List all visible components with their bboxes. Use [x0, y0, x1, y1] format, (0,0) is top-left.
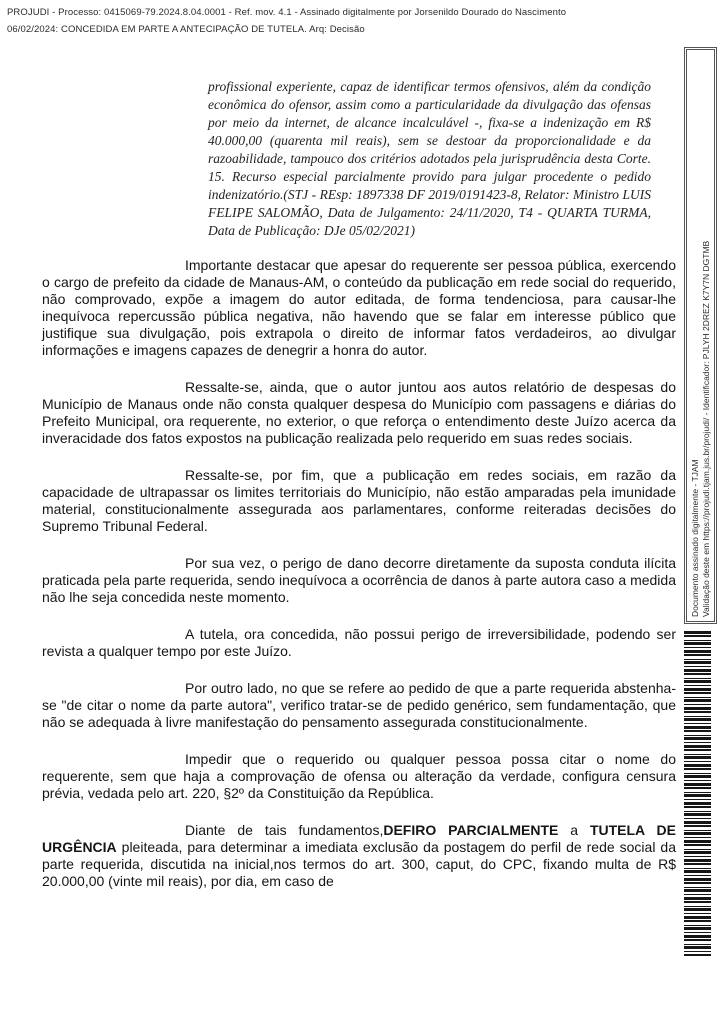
body-text: a — [558, 822, 590, 838]
body-text: Ressalte-se, ainda, que o autor juntou aos autos relatório de despesas do Município de Manaus onde não consta qualquer despesa do Município com passagens e diárias do Prefeito Municipal, ora requerente, no exterior, o que reforça o entendimento deste Juízo acerca da inveracidade dos fatos expostos na publicação realizada pelo requerido em suas redes sociais. — [42, 379, 676, 446]
header-line-1: PROJUDI - Processo: 0415069-79.2024.8.04.0001 - Ref. mov. 4.1 - Assinado digitalmente por Jorsenildo Dourado do Nascimento — [7, 7, 567, 18]
barcode — [684, 631, 711, 956]
body-text: Por sua vez, o perigo de dano decorre diretamente da suposta conduta ilícita praticada pela parte requerida, sendo inequívoca a ocorrência de danos à parte autora caso a medida não lhe seja concedida neste momento. — [42, 555, 676, 605]
body-text: A tutela, ora concedida, não possui perigo de irreversibilidade, podendo ser revista a qualquer tempo por este Juízo. — [42, 626, 676, 659]
decision-body — [42, 78, 676, 890]
paragraph — [42, 467, 676, 535]
paragraph — [42, 379, 676, 447]
paragraph — [42, 822, 676, 890]
scan-header — [7, 4, 667, 38]
validation-line: Validação deste em https://projudi.tjam.jus.br/projudi/ - Identificador: PJLYH 2DREZ K7Y7N DGTMB — [701, 240, 711, 617]
paragraph — [42, 257, 676, 359]
signature-validation-text — [690, 59, 712, 617]
body-text: pleiteada, para determinar a imediata exclusão da postagem do perfil de rede social da parte requerida, discutida na inicial,nos termos do art. 300, caput, do CPC, fixando multa de R$ 20.000,00 (vinte mil reais), por dia, em caso de — [42, 839, 676, 889]
body-text: Por outro lado, no que se refere ao pedido de que a parte requerida abstenha-se "de citar o nome da parte autora", verifico tratar-se de pedido genérico, sem fundamentação, que não se adequada à livre manifestação do pensamento assegurada constitucionalmente. — [42, 680, 676, 730]
paragraphs — [42, 257, 676, 890]
bold-text: TUTELA DE URGÊNCIA — [42, 822, 676, 855]
signature-line: Documento assinado digitalmente - TJAM — [690, 459, 700, 617]
body-text: Ressalte-se, por fim, que a publicação em redes sociais, em razão da capacidade de ultrapassar os limites territoriais do Município, não estão amparadas pela imunidade material, constitucionalmente assegurada aos parlamentares, conforme reiteradas decisões do Supremo Tribunal Federal. — [42, 467, 676, 534]
body-text: Impedir que o requerido ou qualquer pessoa possa citar o nome do requerente, sem que haja a comprovação de ofensa ou alteração da verdade, configura censura prévia, vedada pelo art. 220, §2º da Constituição da República. — [42, 751, 676, 801]
bold-text: DEFIRO PARCIALMENTE — [383, 822, 559, 838]
paragraph — [42, 680, 676, 731]
paragraph — [42, 555, 676, 606]
body-text: Importante destacar que apesar do requerente ser pessoa pública, exercendo o cargo de prefeito da cidade de Manaus-AM, o conteúdo da publicação em rede social do requerido, não comprovado, expõe a imagem do autor editada, de forma tendenciosa, para causar-lhe inequívoca repercussão pública negativa, não havendo que se falar em interesse público que justifique sua divulgação, pois extrapola o direito de informar fatos verdadeiros, ao divulgar informações e imagens capazes de denegrir a honra do autor. — [42, 257, 676, 358]
header-line-2: 06/02/2024: CONCEDIDA EM PARTE A ANTECIPAÇÃO DE TUTELA. Arq: Decisão — [7, 24, 365, 35]
paragraph — [42, 626, 676, 660]
paragraph — [42, 751, 676, 802]
body-text: Diante de tais fundamentos, — [185, 822, 384, 838]
jurisprudence-quote: profissional experiente, capaz de identificar termos ofensivos, além da condição econômica do ofensor, assim como a particularidade da divulgação das ofensas por meio da internet, de alcance incalculável -, fixa-se a indenização em R$ 40.000,00 (quarenta mil reais), sem se destoar da proporcionalidade e da razoabilidade, tampouco dos critérios adotados pela jurisprudência desta Corte. 15. Recurso especial parcialmente provido para julgar procedente o pedido indenizatório.(STJ - REsp: 1897338 DF 2019/0191423-8, Relator: Ministro LUIS FELIPE SALOMÃO, Data de Julgamento: 24/11/2020, T4 - QUARTA TURMA, Data de Publicação: DJe 05/02/2021) — [208, 79, 651, 238]
